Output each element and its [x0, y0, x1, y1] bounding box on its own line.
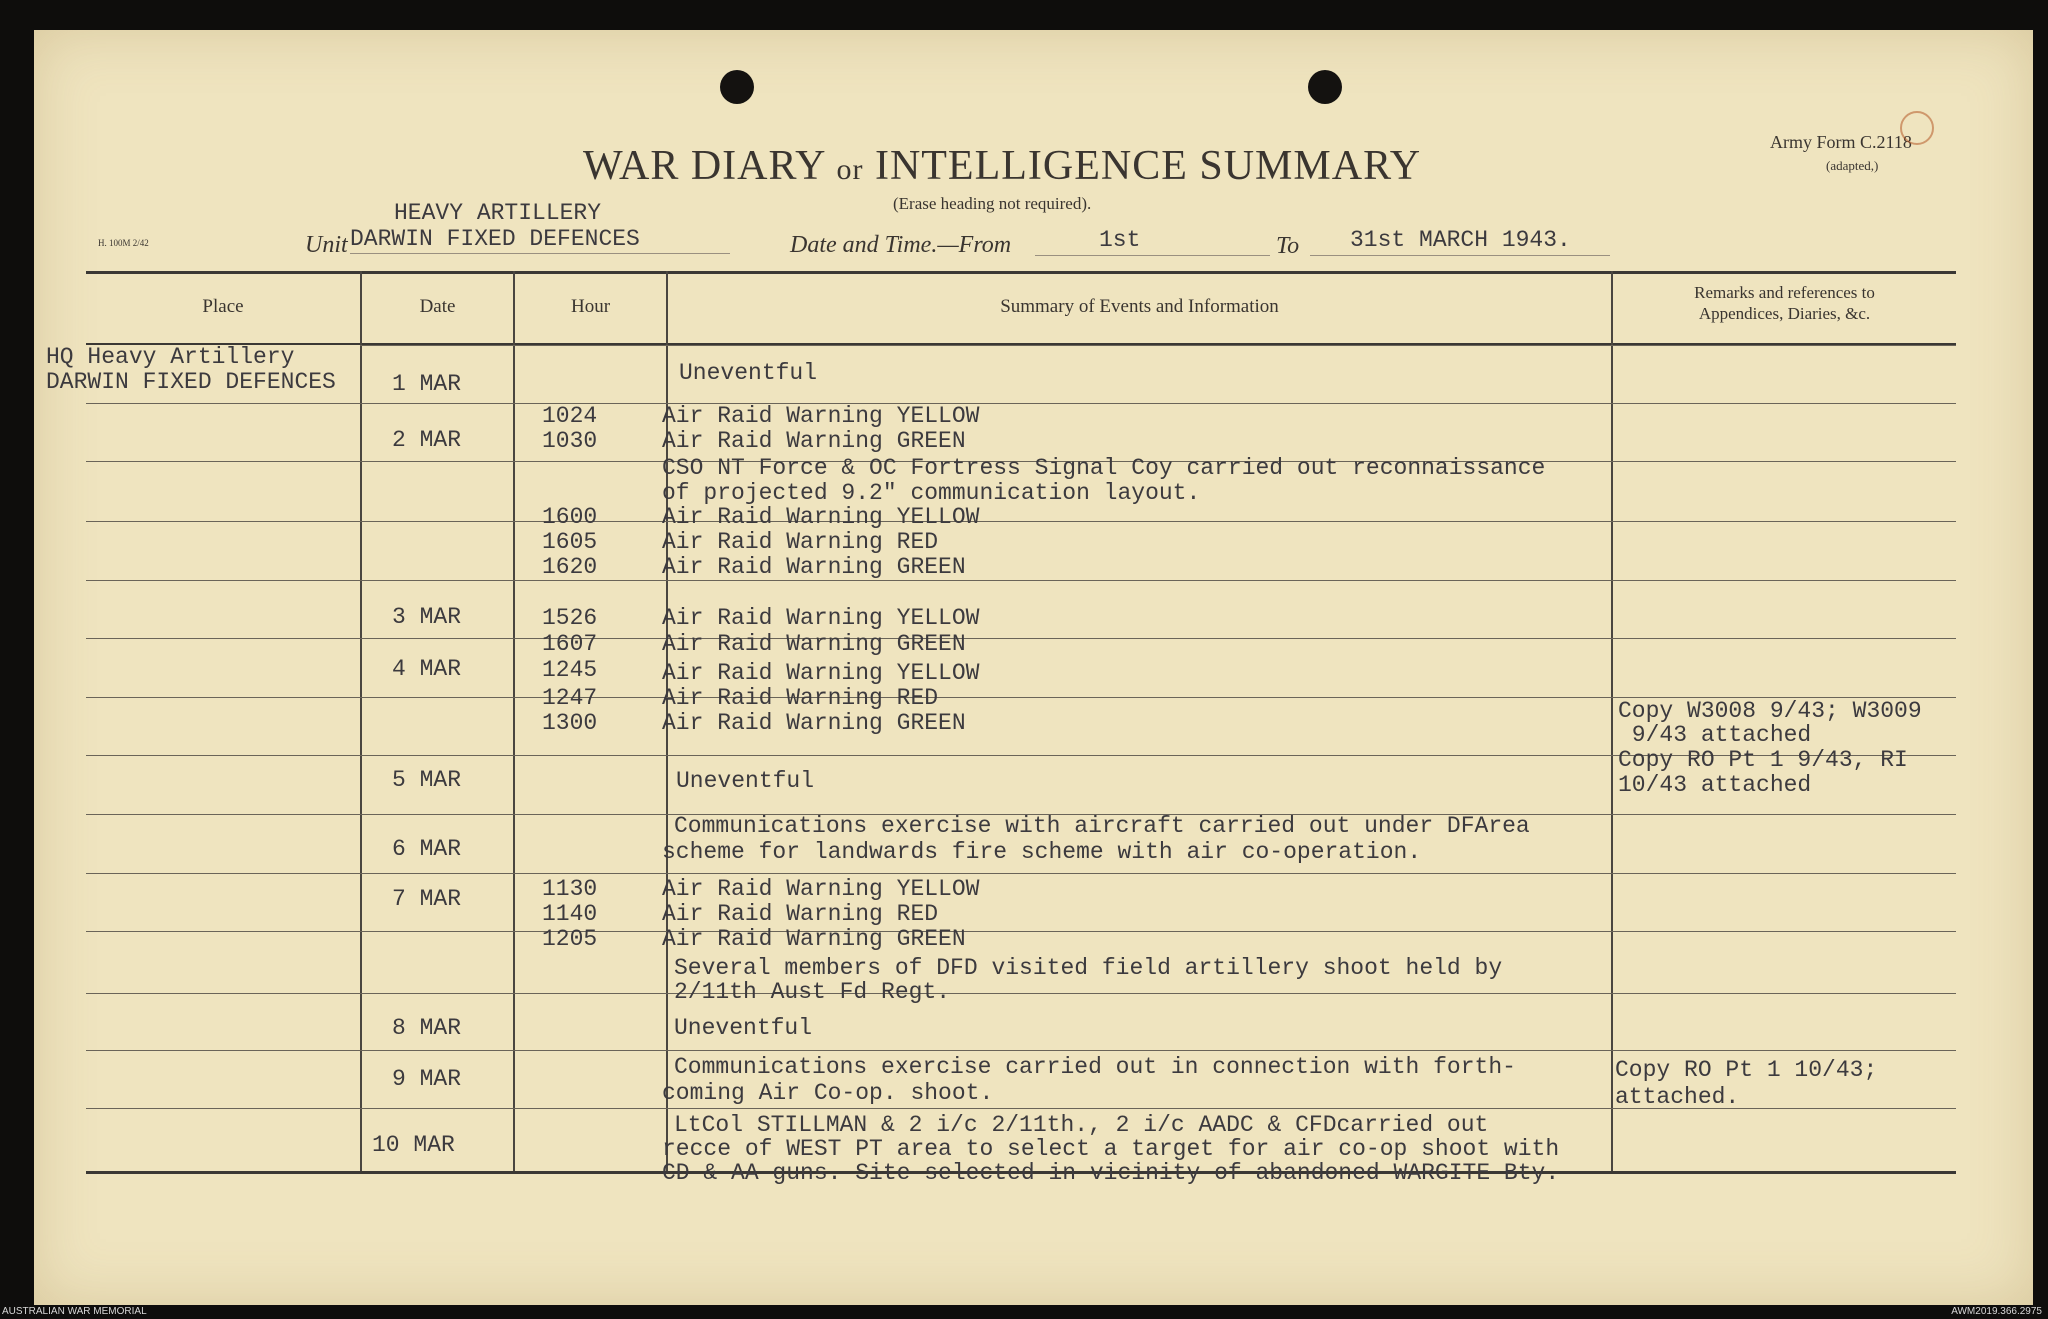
summary-line: Air Raid Warning GREEN	[662, 554, 966, 580]
hour-cell: 1245	[542, 657, 598, 683]
hour-cell: 1140	[542, 901, 598, 927]
remarks-line: Copy RO Pt 1 10/43;	[1615, 1057, 1878, 1083]
col-header-place: Place	[202, 296, 244, 317]
from-value: 1st	[1099, 227, 1141, 253]
date-cell: 2 MAR	[392, 427, 462, 453]
remarks-line: 9/43 attached	[1618, 722, 1812, 748]
from-underline	[1035, 255, 1270, 256]
remarks-line: attached.	[1615, 1084, 1740, 1110]
summary-line: Air Raid Warning GREEN	[662, 710, 966, 736]
summary-line: Air Raid Warning YELLOW	[662, 876, 980, 902]
hour-cell: 1130	[542, 876, 598, 902]
summary-line: CD & AA guns. Site selected in vicinity of abandoned WARGITE Bty.	[662, 1160, 1560, 1186]
date-cell: 8 MAR	[392, 1015, 462, 1041]
unit-underline	[350, 253, 730, 254]
summary-line: Uneventful	[674, 1015, 813, 1041]
summary-line: LtCol STILLMAN & 2 i/c 2/11th., 2 i/c AADC & CFDcarried out	[674, 1112, 1489, 1138]
summary-line: CSO NT Force & OC Fortress Signal Coy carried out reconnaissance	[662, 455, 1546, 481]
row-rule	[86, 521, 1956, 522]
to-value: 31st MARCH 1943.	[1350, 227, 1571, 253]
col-header-summary: Summary of Events and Information	[1000, 296, 1279, 317]
date-cell: 9 MAR	[392, 1066, 462, 1092]
unit-label: Unit	[305, 232, 348, 258]
summary-line: Air Raid Warning RED	[662, 901, 939, 927]
col-header-date: Date	[419, 296, 456, 317]
army-form: Army Form C.2118	[1770, 132, 1912, 152]
summary-line: Air Raid Warning GREEN	[662, 926, 966, 952]
date-cell: 3 MAR	[392, 604, 462, 630]
hour-cell: 1607	[542, 631, 598, 657]
row-rule	[86, 931, 1956, 932]
punch-hole-right	[1308, 70, 1342, 104]
to-label: To	[1276, 233, 1300, 259]
summary-line: Air Raid Warning YELLOW	[662, 605, 980, 631]
summary-line: recce of WEST PT area to select a target for air co-op shoot with	[662, 1136, 1560, 1162]
col-header-remarks-line2: Appendices, Diaries, &c.	[1698, 304, 1871, 323]
remarks-line: 10/43 attached	[1618, 772, 1812, 798]
hour-cell: 1030	[542, 428, 598, 454]
date-cell: 7 MAR	[392, 886, 462, 912]
place-line1: HQ Heavy Artillery	[46, 344, 295, 370]
punch-hole-left	[720, 70, 754, 104]
summary-line: Uneventful	[676, 768, 815, 794]
row-rule	[86, 993, 1956, 994]
date-cell: 4 MAR	[392, 656, 462, 682]
hour-cell: 1024	[542, 403, 598, 429]
hour-cell: 1247	[542, 685, 598, 711]
adapted-note: (adapted,)	[1826, 158, 1879, 173]
title-war-diary: WAR DIARY	[583, 143, 825, 189]
footer-right: AWM2019.366.2975	[1951, 1306, 2042, 1317]
col-header-hour: Hour	[570, 296, 611, 317]
place-line2: DARWIN FIXED DEFENCES	[46, 369, 336, 395]
col-divider-summary	[1611, 271, 1613, 1171]
table-top-border	[86, 271, 1956, 274]
row-rule	[86, 580, 1956, 581]
title-intelligence: INTELLIGENCE SUMMARY	[874, 143, 1422, 189]
hour-cell: 1526	[542, 605, 598, 631]
unit-line1: HEAVY ARTILLERY	[394, 200, 602, 226]
summary-line: Several members of DFD visited field artillery shoot held by	[674, 955, 1503, 981]
row-rule	[86, 1050, 1956, 1051]
date-cell: 6 MAR	[392, 836, 462, 862]
summary-line: scheme for landwards fire scheme with air co-operation.	[662, 839, 1422, 865]
summary-line: Air Raid Warning YELLOW	[662, 660, 980, 686]
erase-note: (Erase heading not required).	[893, 194, 1092, 213]
date-cell: 5 MAR	[392, 767, 462, 793]
remarks-line: Copy W3008 9/43; W3009	[1618, 698, 1922, 724]
summary-line: Air Raid Warning RED	[662, 685, 939, 711]
summary-line: 2/11th Aust Fd Regt.	[674, 979, 951, 1005]
summary-line: Air Raid Warning RED	[662, 529, 939, 555]
form-code: H. 100M 2/42	[98, 238, 149, 248]
title-or: or	[836, 153, 864, 186]
date-label: Date and Time.—From	[790, 232, 1012, 258]
col-divider-date	[513, 271, 515, 1171]
summary-line: Air Raid Warning YELLOW	[662, 504, 980, 530]
page-title	[583, 142, 1421, 190]
col-header-remarks-line1: Remarks and references to	[1694, 283, 1875, 302]
summary-line: Air Raid Warning GREEN	[662, 428, 966, 454]
date-cell: 1 MAR	[392, 371, 462, 397]
stamp-mark	[1900, 111, 1934, 145]
date-cell: 10 MAR	[372, 1132, 455, 1158]
hour-cell: 1600	[542, 504, 598, 530]
row-rule	[360, 345, 1956, 346]
row-rule	[86, 638, 1956, 639]
unit-line2: DARWIN FIXED DEFENCES	[350, 226, 640, 252]
summary-line: Uneventful	[679, 360, 818, 386]
hour-cell: 1605	[542, 529, 598, 555]
to-underline	[1310, 255, 1610, 256]
summary-line: Communications exercise carried out in connection with forth-	[674, 1054, 1516, 1080]
remarks-line: Copy RO Pt 1 9/43, RI	[1618, 747, 1908, 773]
summary-line: Air Raid Warning GREEN	[662, 631, 966, 657]
hour-cell: 1620	[542, 554, 598, 580]
summary-line: Communications exercise with aircraft carried out under DFArea	[674, 813, 1530, 839]
footer-left: AUSTRALIAN WAR MEMORIAL	[2, 1306, 147, 1317]
row-rule	[86, 403, 1956, 404]
summary-line: Air Raid Warning YELLOW	[662, 403, 980, 429]
hour-cell: 1300	[542, 710, 598, 736]
summary-line: coming Air Co-op. shoot.	[662, 1080, 994, 1106]
row-rule	[86, 873, 1956, 874]
col-divider-place	[360, 271, 362, 1171]
summary-line: of projected 9.2" communication layout.	[662, 480, 1201, 506]
hour-cell: 1205	[542, 926, 598, 952]
